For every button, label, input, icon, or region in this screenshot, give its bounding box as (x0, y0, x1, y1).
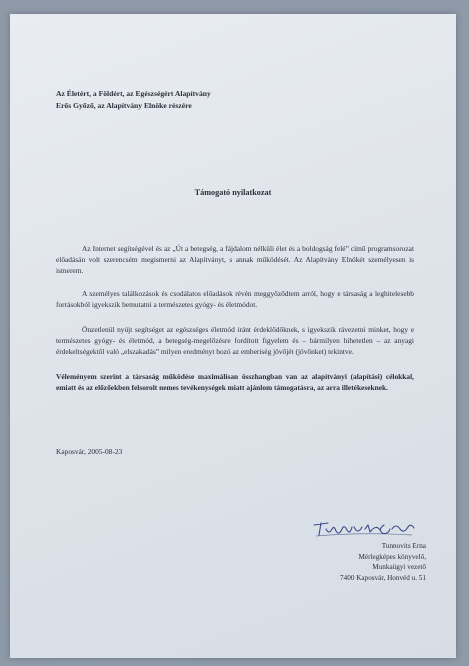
recipient-line-2: Erős Győző, az Alapítvány Elnöke részére (56, 101, 192, 110)
recipient-line-1: Az Életért, a Földért, az Egészségért Alapítvány (56, 89, 211, 98)
handwritten-signature (310, 517, 420, 539)
signatory-role-1: Mérlegképes könyvelő, (358, 552, 426, 561)
letter-page (10, 14, 456, 658)
recipient-block (56, 88, 211, 112)
paragraph-2: A személyes találkozások és csodálatos előadások révén meggyőződtem arról, hogy e társaság a leghitelesebb forrásokból igyekszik bemutatni a természetes gyógy- és életmódot. (56, 289, 414, 309)
signatory-block (300, 541, 426, 583)
paragraph-1: Az Internet segítségével és az „Út a betegség, a fájdalom nélküli élet és a boldogság felé” című programsorozat előadásán volt szerencsém megismerni az Alapítványt, s annak működését. Az Alapítvány Elnökét személyesen is ismerem. (56, 244, 414, 275)
paragraph-3: Önzetlenül nyújt segítséget az egészséges életmód iránt érdeklődőknek, s igyekszik rávezetni minket, hogy e természetes gyógy- és életmód, a betegség-megelőzésre fordított figyelem és – bármilyen hihetetlen – az anyagi érdekeltségektől való „elszakadás” milyen eredményt hozó az emberiség jövőjét (jövőnket) tekintve. (56, 325, 414, 356)
signatory-address: 7400 Kaposvár, Honvéd u. 51 (340, 573, 426, 582)
signatory-role-2: Munkaügyi vezető (372, 563, 426, 572)
signatory-name: Tunnovits Erna (381, 542, 426, 550)
document-title: Támogató nyilatkozat (194, 188, 272, 197)
paragraph-recommendation: Véleményem szerint a társaság működése maximálisan összhangban van az alapítványi (alapítási) célokkal, emiatt és az előzőekben felsorolt nemes tevékenységek miatt ajánlom támogatásra, az arra illetékeseknek. (56, 372, 414, 392)
place-date: Kaposvár, 2005-08-23 (56, 447, 123, 456)
